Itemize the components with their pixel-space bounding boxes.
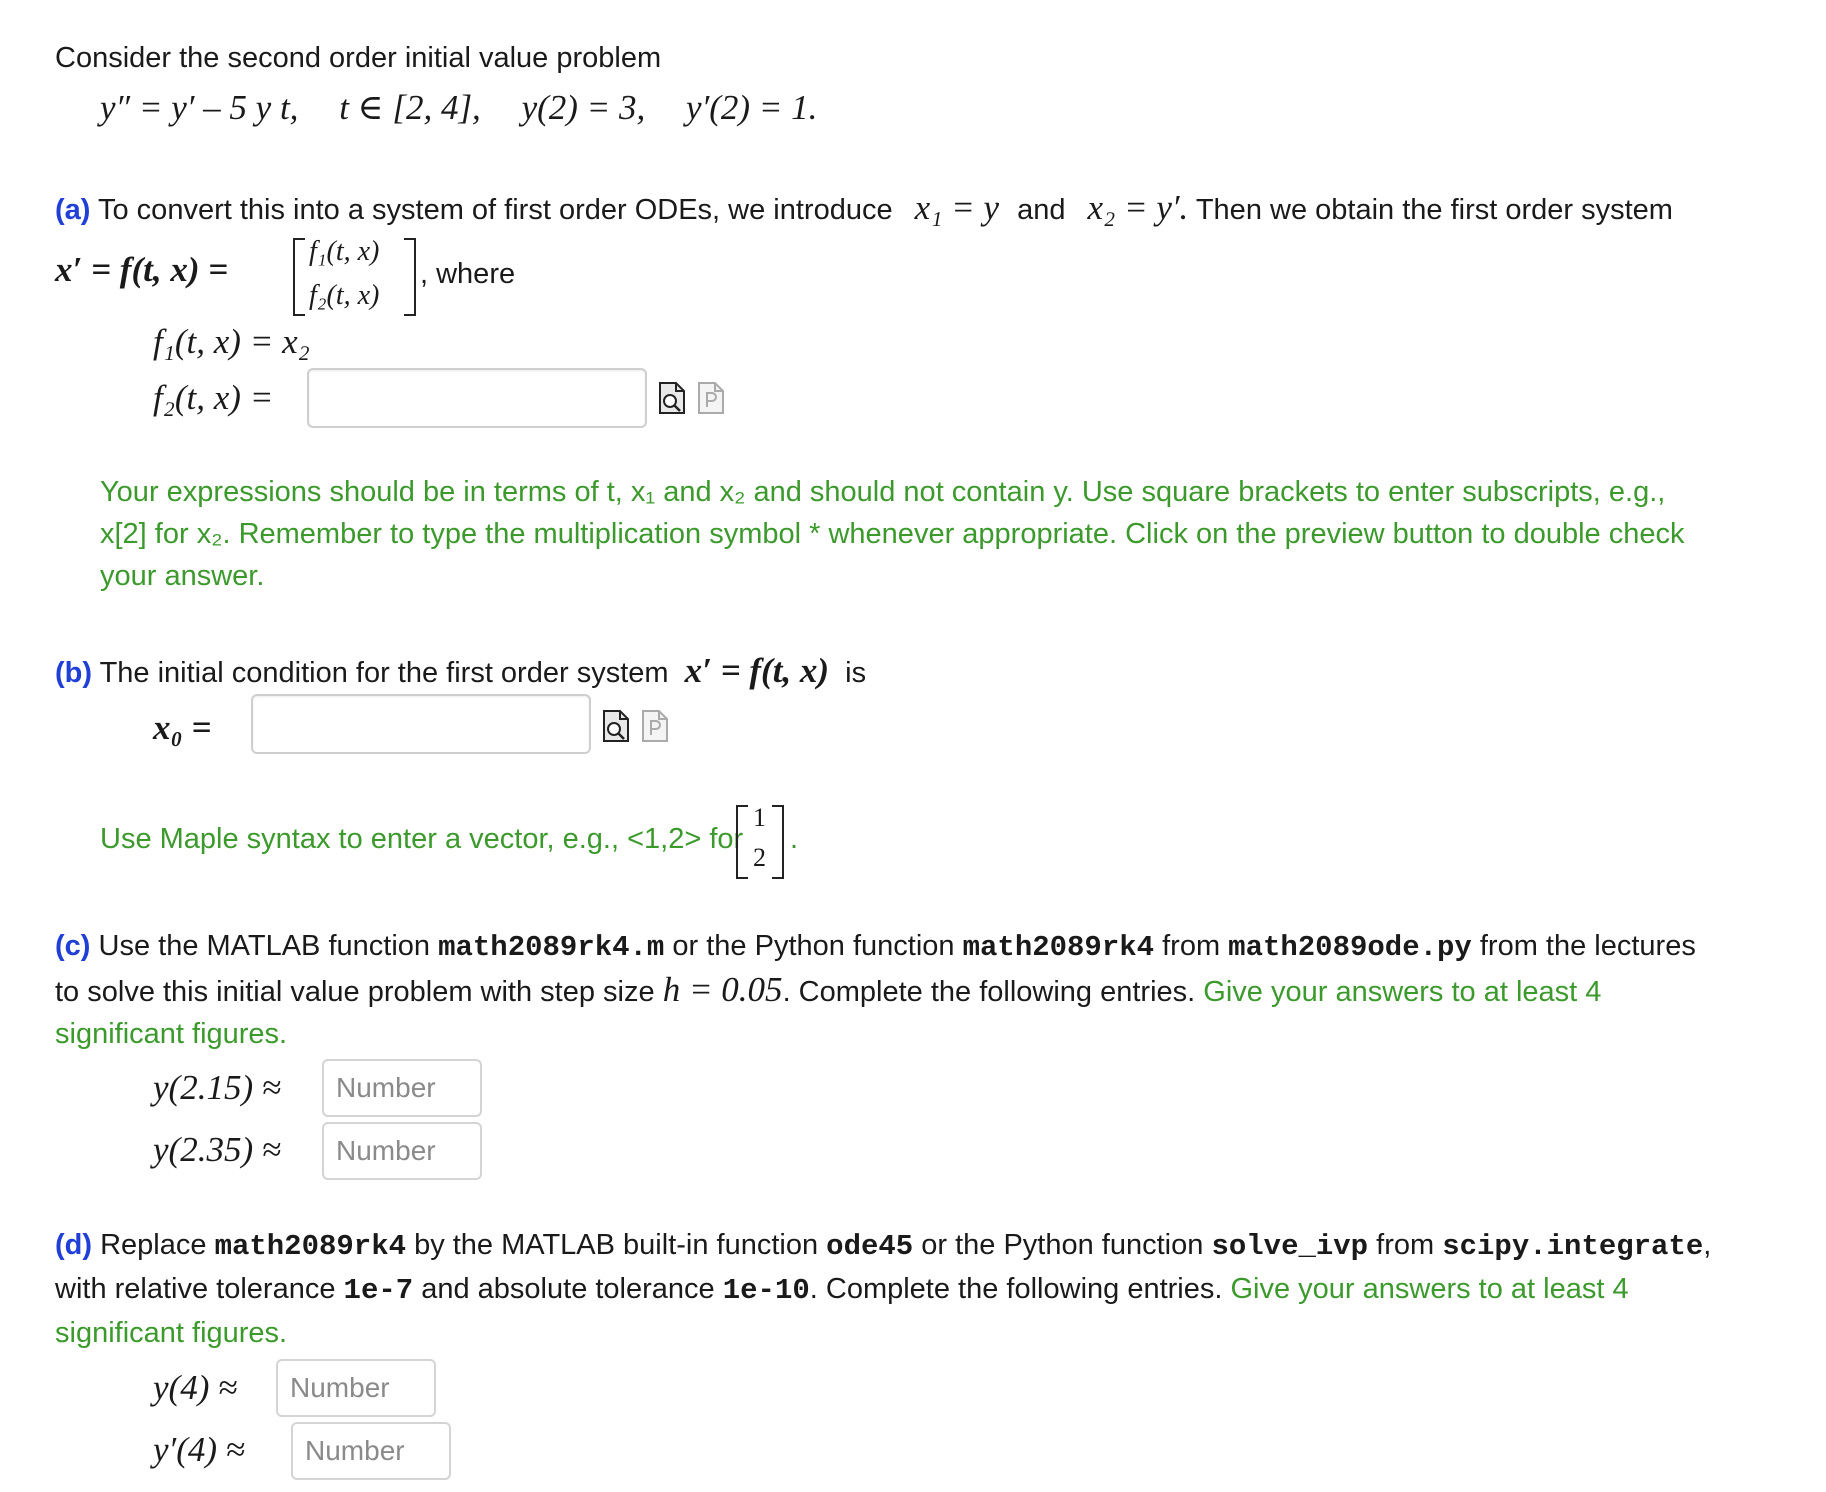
part-d-t3: or the Python function [921, 1229, 1204, 1261]
part-b-text: The initial condition for the first order system [99, 657, 669, 689]
hint-period: . [790, 823, 799, 855]
part-b-hint: Use Maple syntax to enter a vector, e.g., <1,2> for [100, 823, 744, 855]
vector-top: f₁(t, x) [309, 236, 380, 267]
x0-lhs: x₀ = [153, 708, 212, 747]
yprime4-input[interactable]: Number [291, 1422, 451, 1480]
part-d-t1: Replace [100, 1229, 207, 1261]
solve-ivp-function: solve_ivp [1211, 1230, 1369, 1263]
part-d-t8: . Complete the following entries. [809, 1273, 1223, 1305]
part-d-text [55, 1224, 1715, 1354]
part-b-is: is [845, 657, 867, 689]
part-d-t4: from [1376, 1229, 1435, 1261]
part-c-t4: from the lectures [1479, 930, 1696, 962]
part-d-label: (d) [55, 1229, 93, 1261]
part-a-text2: Then we obtain the first order system [1195, 194, 1673, 226]
f2-lhs: f₂(t, x) = [153, 378, 274, 417]
y235-input[interactable]: Number [322, 1122, 482, 1180]
y215-input[interactable]: Number [322, 1059, 482, 1117]
ode45-function: ode45 [826, 1230, 914, 1263]
part-a-intro [55, 188, 1673, 228]
part-d-t5: , [1703, 1229, 1712, 1261]
vector-bracket-left [293, 238, 305, 316]
part-d-t7: and absolute tolerance [421, 1273, 715, 1305]
hint-vector-top: 1 [753, 803, 766, 832]
f2-input[interactable] [307, 368, 647, 428]
x2-definition: x₂ = y′. [1087, 188, 1189, 227]
ode: y″ = y′ – 5 y t, [100, 88, 299, 127]
part-c-t3: from [1162, 930, 1221, 962]
part-d-t2: by the MATLAB built-in function [414, 1229, 819, 1261]
part-b-system: x′ = f(t, x) [684, 651, 830, 690]
step-size: h = 0.05 [662, 970, 783, 1009]
part-c-t1: Use the MATLAB function [98, 930, 431, 962]
preview-icon[interactable] [658, 381, 686, 415]
rk4-function: math2089rk4 [214, 1230, 406, 1263]
ode-equation [100, 88, 817, 128]
ode-domain: t ∈ [2, 4], [339, 88, 481, 127]
and-text: and [1017, 194, 1066, 226]
part-c-label: (c) [55, 930, 91, 962]
part-c-text [55, 925, 1715, 1055]
python-function: math2089rk4 [962, 931, 1155, 964]
f1-lhs-text: f₁(t, x) = [153, 322, 283, 361]
system-lhs: x′ = f(t, x) = [55, 250, 229, 289]
part-d-t6: with relative tolerance [55, 1273, 336, 1305]
y215-label: y(2.15) ≈ [153, 1068, 282, 1107]
part-d-hint: Give your answers to at least 4 significant figures. [55, 1273, 1629, 1349]
relative-tolerance: 1e-7 [343, 1274, 414, 1307]
f1-rhs: x₂ [282, 322, 310, 361]
part-c-t5: to solve this initial value problem with step size [55, 976, 655, 1008]
hint-vector-bracket-right [772, 805, 784, 879]
palette-icon[interactable] [697, 381, 725, 415]
hint-vector-bottom: 2 [753, 843, 766, 872]
part-a-hint: Your expressions should be in terms of t, x₁ and x₂ and should not contain y. Use square brackets to enter subscripts, e.g., x[2] for x₂. Remember to type the multiplication symbol * whenever appropriate. Click on the preview button to double check your answer. [100, 476, 1685, 592]
part-b-label: (b) [55, 657, 93, 689]
part-a-label: (a) [55, 194, 91, 226]
absolute-tolerance: 1e-10 [722, 1274, 810, 1307]
hint-vector-bracket-left [736, 805, 748, 879]
yprime4-label: y′(4) ≈ [153, 1430, 245, 1469]
preview-icon[interactable] [602, 709, 630, 743]
part-a-text1: To convert this into a system of first order ODEs, we introduce [98, 194, 893, 226]
part-c-t2: or the Python function [672, 930, 955, 962]
vector-bottom: f₂(t, x) [309, 280, 380, 311]
y4-label: y(4) ≈ [153, 1368, 238, 1407]
y4-input[interactable]: Number [276, 1359, 436, 1417]
palette-icon[interactable] [641, 709, 669, 743]
f1-lhs [153, 322, 310, 362]
x1-definition: x₁ = y [914, 188, 1000, 227]
initial-condition-1: y(2) = 3, [521, 88, 646, 127]
vector-bracket-right [404, 238, 416, 316]
matlab-function: math2089rk4.m [438, 931, 665, 964]
intro-text: Consider the second order initial value problem [55, 42, 662, 74]
part-c-t6: . Complete the following entries. [782, 976, 1196, 1008]
python-module: math2089ode.py [1228, 931, 1472, 964]
x0-input[interactable] [251, 694, 591, 754]
scipy-module: scipy.integrate [1442, 1230, 1704, 1263]
where-text: , where [420, 258, 516, 290]
initial-condition-2: y′(2) = 1. [686, 88, 818, 127]
y235-label: y(2.35) ≈ [153, 1130, 282, 1169]
part-c-hint: Give your answers to at least 4 significant figures. [55, 976, 1602, 1050]
part-b-intro [55, 651, 866, 691]
